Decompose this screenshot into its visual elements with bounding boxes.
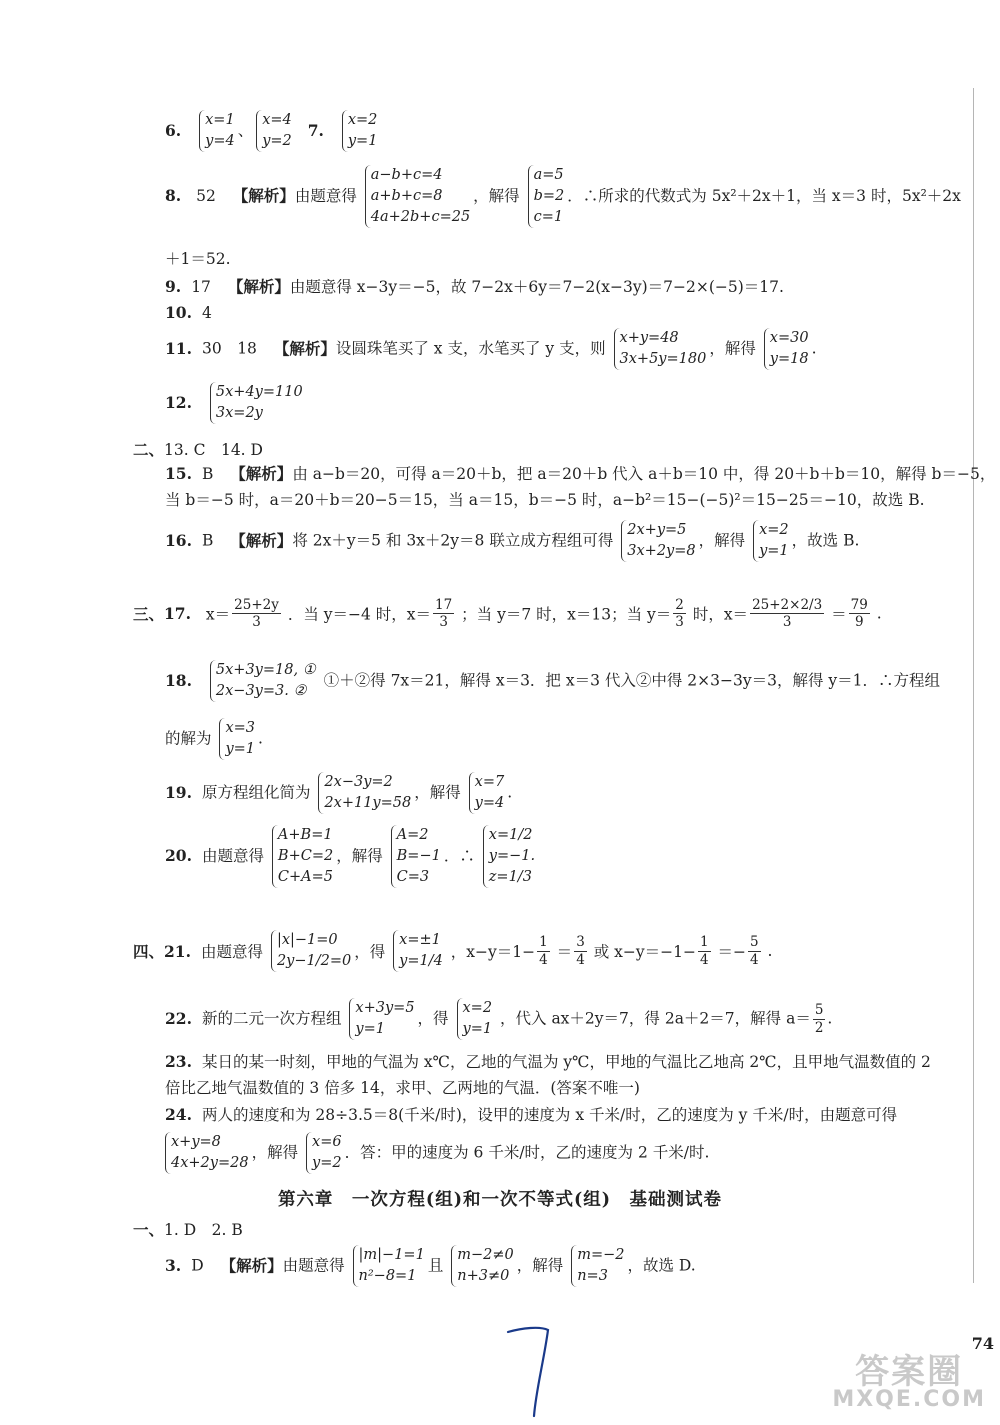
- answer-16: 16. B 【解析】将 2x＋y＝5 和 3x＋2y＝8 联立成方程组可得 2x+y=5 3x+2y=8 ，解得 x=2 y=1 ，故选 B.: [165, 520, 859, 562]
- answer-8-cont: ＋1＝52.: [165, 250, 231, 268]
- answer-19: 19. 原方程组化简为 2x−3y=2 2x+11y=58 ，解得 x=7 y=4 .: [165, 772, 512, 814]
- system-q3-b: m−2≠0 n+3≠0: [451, 1245, 514, 1287]
- system-q6-b: x=4 y=2: [256, 110, 292, 152]
- system-q18-solution: x=3 y=1: [219, 718, 255, 760]
- system-q11-solution: x=30 y=18: [764, 328, 809, 370]
- system-q24-solution: x=6 y=2: [306, 1132, 342, 1174]
- answer-9: 9. 17 【解析】由题意得 x−3y＝−5，故 7−2x＋6y＝7−2(x−3y)＝7−2×(−5)＝17.: [165, 277, 784, 296]
- section-2-header: 二、13. C 14. D: [133, 440, 263, 459]
- answer-22: 22. 新的二元一次方程组 x+3y=5 y=1 ，得 x=2 y=1 ，代入 ax＋2y＝7，得 2a＋2＝7，解得 a＝ $\frac{5}{2}$ .: [165, 998, 832, 1040]
- system-q20-xyz: x=1/2 y=−1. z=1/3: [483, 825, 535, 888]
- answer-23: 23. 某日的某一时刻，甲地的气温为 x℃，乙地的气温为 y℃，甲地的气温比乙地高 2℃，且甲地气温数值的 2: [165, 1052, 931, 1071]
- system-q18: 5x+3y=18, ① 2x−3y=3. ②: [210, 660, 316, 702]
- answer-18-cont: 的解为 x=3 y=1 .: [165, 718, 263, 760]
- answer-21: 四、21. 由题意得 |x|−1=0 2y−1/2=0 ，得 x=±1 y=1/4 ，x−y＝1− $\frac{1}{4}$ ＝ $\frac{3}{4}$ 或 x−y＝−1− $\frac{1}{4}$ ＝− $\frac{5}{4}$ .: [133, 930, 772, 972]
- chapter-title: 第六章 一次方程(组)和一次不等式(组) 基础测试卷: [277, 1190, 723, 1210]
- page-number: 74: [971, 1334, 994, 1353]
- answer-10: 10. 4: [165, 303, 212, 322]
- site-watermark: 答案圈 MXQE.COM: [832, 1352, 986, 1412]
- system-q19-given: 2x−3y=2 2x+11y=58: [318, 772, 411, 814]
- answer-11: 11. 30 18 【解析】设圆珠笔买了 x 支，水笔买了 y 支，则 x+y=48 3x+5y=180 ，解得 x=30 y=18 .: [165, 328, 817, 370]
- answer-18: 18. 5x+3y=18, ① 2x−3y=3. ② ①＋②得 7x＝21，解得 x＝3．把 x＝3 代入②中得 2×3−3y＝3，解得 y＝1．∴方程组: [165, 660, 940, 702]
- right-margin-rule: [973, 88, 974, 1283]
- answer-12: 12. 5x+4y=110 3x=2y: [165, 382, 306, 424]
- section-1-header: 一、1. D 2. B: [133, 1220, 243, 1239]
- answer-20: 20. 由题意得 A+B=1 B+C=2 C+A=5 ，解得 A=2 B=−1 C=3 ．∴ x=1/2 y=−1. z=1/3: [165, 825, 538, 888]
- answer-24-cont: x+y=8 4x+2y=28 ，解得 x=6 y=2 ．答：甲的速度为 6 千米/时，乙的速度为 2 千米/时.: [165, 1132, 709, 1174]
- answer-23-cont: 倍比乙地气温数值的 3 倍多 14，求甲、乙两地的气温．(答案不唯一): [165, 1079, 640, 1097]
- answer-15: 15. B 【解析】由 a−b＝20，可得 a＝20＋b，把 a＝20＋b 代入 a＋b＝10 中，得 20＋b＋b＝10，解得 b＝−5，: [165, 464, 996, 483]
- system-q20-given: A+B=1 B+C=2 C+A=5: [272, 825, 333, 888]
- system-q3-solution: m=−2 n=3: [571, 1245, 624, 1287]
- answer-15-cont: 当 b＝−5 时，a＝20＋b＝20−5＝15，当 a＝15，b＝−5 时，a−b²＝15−(−5)²＝15−25＝−10，故选 B.: [165, 491, 925, 509]
- answer-17: 三、17. x＝ $\frac{25+2y}{3}$ ．当 y＝−4 时，x＝ $\frac{17}{3}$ ；当 y＝7 时，x＝13；当 y＝ $\frac{2}{3}$ 时，x＝ $\frac{25+2\times 2/3}{3}$ ＝ $\frac{79}{9}$ .: [133, 597, 882, 631]
- system-q3-a: |m|−1=1 n²−8=1: [353, 1245, 425, 1287]
- system-q8-solution: a=5 b=2 c=1: [528, 165, 565, 228]
- system-q19-solution: x=7 y=4: [469, 772, 505, 814]
- system-q16-given: 2x+y=5 3x+2y=8: [621, 520, 695, 562]
- system-q21-given: |x|−1=0 2y−1/2=0: [271, 930, 351, 972]
- system-q20-solution: A=2 B=−1 C=3: [391, 825, 441, 888]
- handwritten-mark: [500, 1320, 560, 1420]
- system-q8-given: a−b+c=4 a+b+c=8 4a+2b+c=25: [365, 165, 470, 228]
- system-q22-solution: x=2 y=1: [457, 998, 493, 1040]
- system-q6-a: x=1 y=4: [199, 110, 235, 152]
- answer-6-7: 6. x=1 y=4 、 x=4 y=2 7. x=2 y=1: [165, 110, 380, 152]
- system-q11-given: x+y=48 3x+5y=180: [614, 328, 707, 370]
- system-q7: x=2 y=1: [342, 110, 378, 152]
- system-q22-given: x+3y=5 y=1: [349, 998, 414, 1040]
- system-q21-solution: x=±1 y=1/4: [393, 930, 443, 972]
- system-q16-solution: x=2 y=1: [753, 520, 789, 562]
- answer-24: 24. 两人的速度和为 28÷3.5＝8(千米/时)，设甲的速度为 x 千米/时，乙的速度为 y 千米/时，由题意可得: [165, 1105, 898, 1124]
- answer-8: 8. 52 【解析】由题意得 a−b+c=4 a+b+c=8 4a+2b+c=25 ，解得 a=5 b=2 c=1 ．∴所求的代数式为 5x²＋2x＋1，当 x＝3 时，5x²＋2x: [165, 165, 961, 228]
- system-q12: 5x+4y=110 3x=2y: [210, 382, 303, 424]
- answer-3: 3. D 【解析】由题意得 |m|−1=1 n²−8=1 且 m−2≠0 n+3≠0 ，解得 m=−2 n=3 ，故选 D.: [165, 1245, 696, 1287]
- system-q24-given: x+y=8 4x+2y=28: [165, 1132, 249, 1174]
